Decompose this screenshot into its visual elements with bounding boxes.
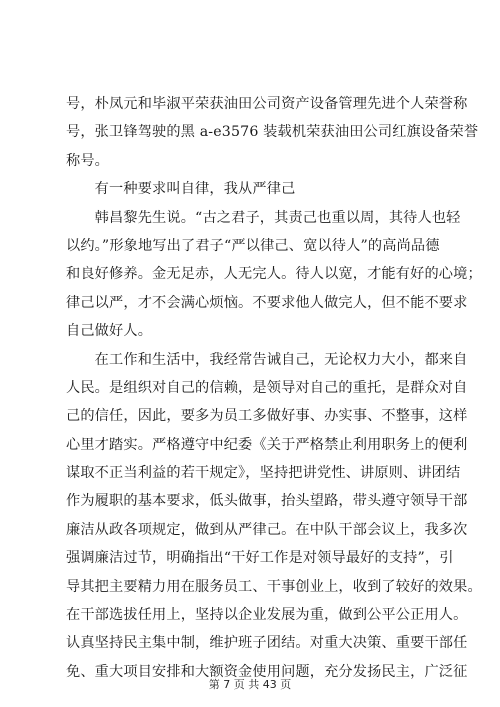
text-line: 在干部选拔任用上，坚持以企业发展为重，做到公平公正用人。 [66,607,468,624]
text-line: 号，朴凤元和毕淑平荣获油田公司资产设备管理先进个人荣誉称 [66,96,468,112]
text-line: 人民。是组织对自己的信赖，是领导对自己的重托，是群众对自 [66,379,468,396]
document-body [66,90,482,686]
text-line: 作为履职的基本要求，低头做事，抬头望路，带头遵守领导干部 [66,493,468,510]
text-line: 强调廉洁过节，明确指出“干好工作是对领导最好的支持”，引 [66,550,454,567]
text-line: 心里才踏实。严格遵守中纪委《关于严格禁止利用职务上的便利 [66,436,468,453]
text-line: 称号。 [66,152,110,169]
text-line: 和良好修养。金无足赤，人无完人。待人以宽，才能有好的心境； [66,266,482,283]
text-line: 律己以严，才不会满心烦恼。不要求他人做完人，但不能不要求 [66,294,468,311]
text-line: 谋取不正当利益的若干规定》，坚持把讲党性、讲原则、讲团结 [66,465,461,482]
text-line: 廉洁从政各项规定，做到从严律己。在中队干部会议上，我多次 [66,521,468,538]
page-number-footer: 第 7 页 共 43 页 [208,678,292,691]
text-line: 号，张卫锋驾驶的黑 a-e3576 装载机荣获油田公司红旗设备荣誉 [66,124,479,141]
text-line: 认真坚持民主集中制，维护班子团结。对重大决策、重要干部任 [66,635,468,652]
text-line: 自己做好人。 [66,323,153,340]
text-line: 在工作和生活中，我经常告诫自己，无论权力大小，都来自 [66,351,468,368]
text-line: 己的信任，因此，要多为员工多做好事、办实事、不整事，这样 [66,408,468,425]
text-line: 以约。”形象地写出了君子“严以律己、宽以待人”的高尚品德 [66,237,440,254]
text-line: 导其把主要精力用在服务员工、干事创业上，收到了较好的效果。 [66,578,482,595]
section-heading: 有一种要求叫自律，我从严律己 [66,181,296,198]
text-line: 韩昌黎先生说。“古之君子，其责己也重以周，其待人也轻 [66,209,461,226]
text-line: 免、重大项目安排和大额资金使用问题，充分发扬民主，广泛征 [66,663,468,680]
